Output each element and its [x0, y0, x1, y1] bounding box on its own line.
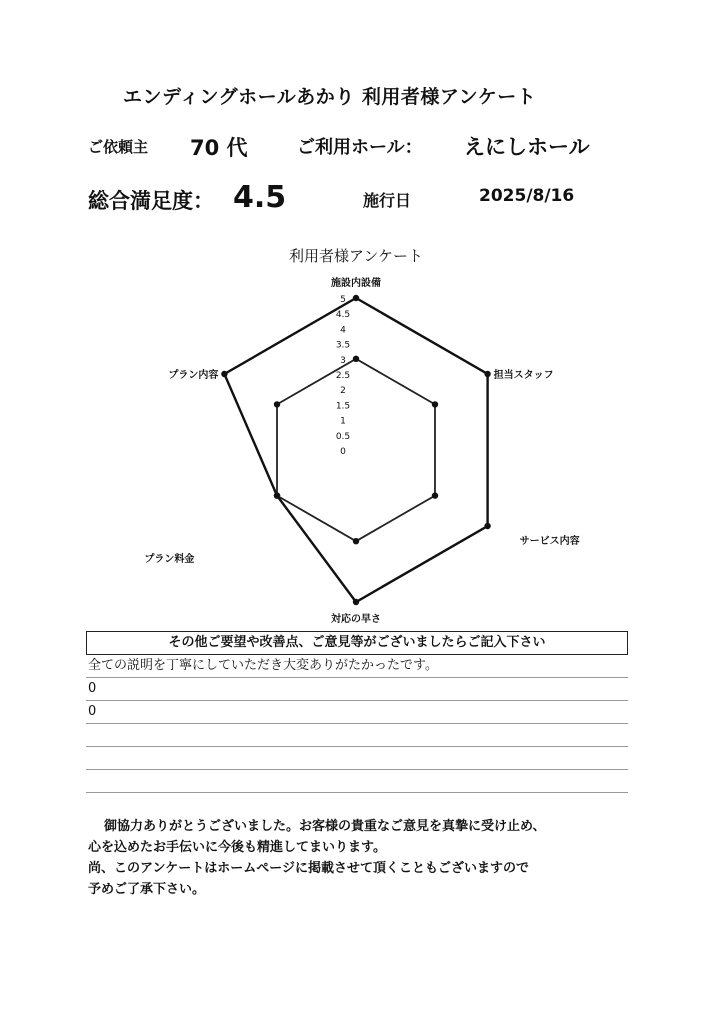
data-point [353, 295, 359, 301]
hall-name: えにしホール [464, 135, 590, 159]
comments-header: その他ご要望や改善点、ご意見等がございましたらご記入下さい [86, 631, 628, 655]
date-label: 施行日 [363, 191, 412, 210]
data-point [353, 356, 359, 362]
data-point [432, 401, 438, 407]
category-label: 担当スタッフ [493, 370, 554, 381]
category-label: プラン内容 [168, 370, 219, 381]
data-point [274, 401, 280, 407]
scale-tick-label: 3.5 [335, 340, 351, 351]
scale-tick-label: 2.5 [335, 371, 351, 381]
comments-box [86, 631, 628, 793]
series-polygon [224, 298, 487, 602]
client-age: 70 代 [190, 136, 248, 160]
comment-line: 0 [86, 701, 628, 724]
scale-tick-label: 2 [340, 386, 346, 397]
data-point [221, 371, 227, 377]
chart-title: 利用者様アンケート [288, 247, 424, 265]
date-value: 2025/8/16 [479, 186, 575, 206]
comment-line [86, 747, 628, 770]
series-polygon [277, 359, 435, 541]
data-point [484, 523, 490, 529]
closing-line: 尚、このアンケートはホームページに掲載させて頂くこともございますので [88, 861, 529, 876]
scale-tick-label: 5 [340, 295, 346, 305]
radar-chart [140, 238, 580, 628]
category-label: 施設内設備 [331, 278, 381, 289]
scale-tick-label: 0 [340, 447, 346, 457]
closing-message [88, 816, 546, 900]
satisfaction-value: 4.5 [233, 180, 287, 215]
satisfaction-label: 総合満足度： [88, 189, 214, 213]
scale-tick-label: 4 [340, 325, 346, 336]
page-title: エンディングホールあかり 利用者様アンケート [123, 86, 537, 108]
data-point [353, 538, 359, 544]
category-label: 対応の早さ [331, 614, 381, 625]
scale-tick-label: 1 [340, 416, 346, 427]
data-point [484, 371, 490, 377]
hall-label: ご利用ホール： [297, 137, 423, 158]
scale-tick-label: 0.5 [335, 431, 351, 442]
closing-line: 御協力ありがとうございました。お客様の貴重なご意見を真摯に受け止め、 [104, 819, 546, 834]
data-point [274, 492, 280, 498]
scale-tick-label: 1.5 [335, 401, 351, 412]
comment-line [86, 724, 628, 747]
closing-line: 心を込めたお手伝いに今後も精進してまいります。 [88, 840, 386, 855]
client-label: ご依頼主 [88, 138, 149, 156]
data-point [432, 492, 438, 498]
closing-line: 予めご了承下さい。 [88, 882, 206, 897]
comment-line: 全ての説明を丁寧にしていただき大変ありがたかったです。 [86, 655, 628, 678]
comment-line: 0 [86, 678, 628, 701]
category-label: プラン料金 [144, 554, 195, 565]
scale-tick-label: 4.5 [335, 310, 351, 321]
category-label: サービス内容 [519, 536, 580, 547]
scale-tick-label: 3 [340, 355, 346, 366]
data-point [353, 599, 359, 605]
comment-line [86, 770, 628, 793]
